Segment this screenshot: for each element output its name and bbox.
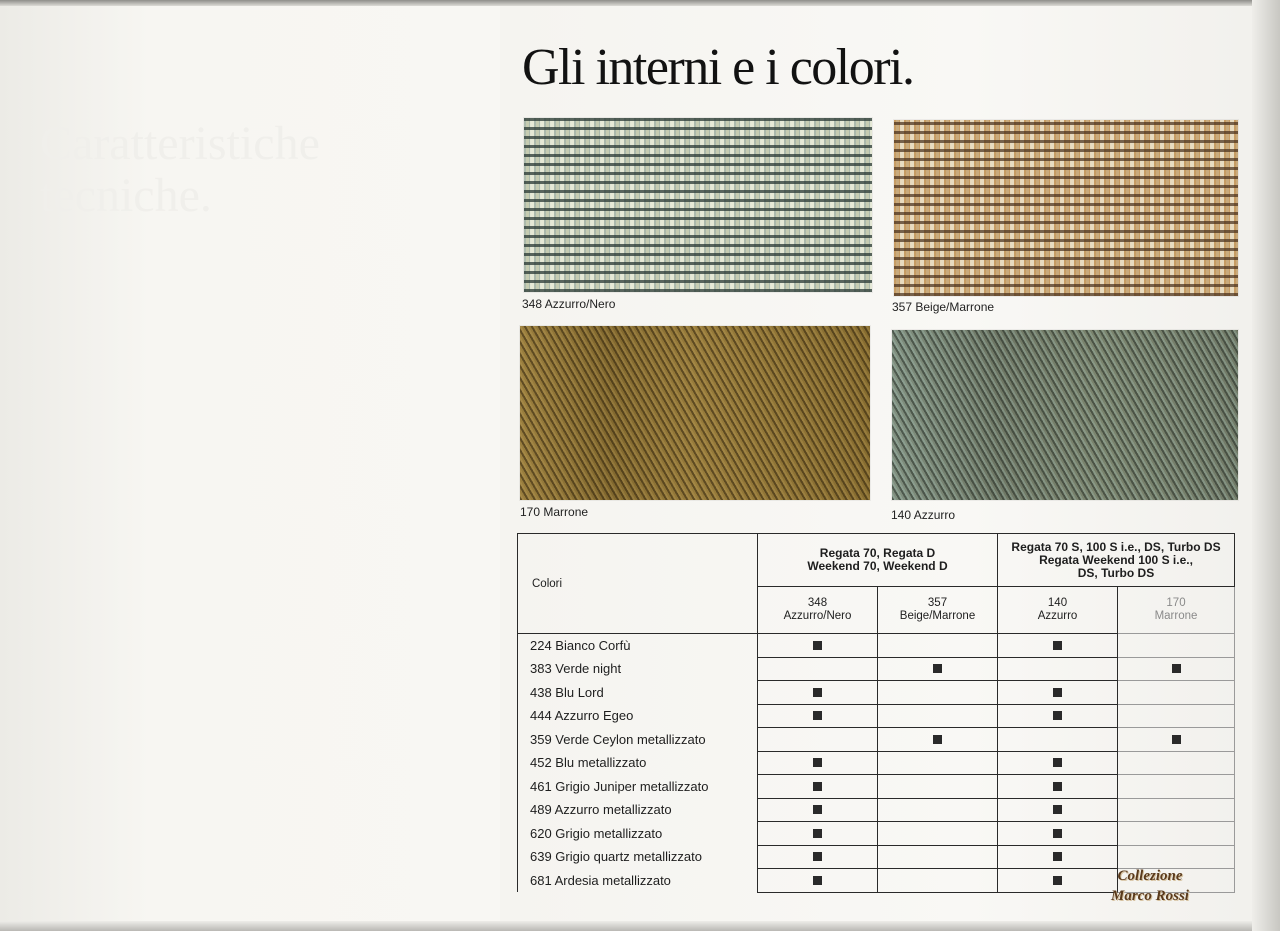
- group-1-line-1: Regata 70, Regata D: [819, 546, 936, 560]
- column-name: Azzurro: [1037, 610, 1078, 622]
- table-row: [518, 657, 1235, 681]
- availability-mark: [933, 664, 942, 673]
- availability-cell-170: [1118, 775, 1235, 799]
- availability-cell-140: [998, 775, 1118, 799]
- availability-cell-140: [998, 657, 1118, 681]
- color-name-cell: 383 Verde night: [518, 657, 758, 681]
- color-name-cell: 639 Grigio quartz metallizzato: [518, 845, 758, 869]
- availability-mark: [813, 829, 822, 838]
- availability-cell-348: [758, 704, 878, 728]
- table-body: [518, 634, 1235, 893]
- table-row: [518, 634, 1235, 658]
- table-row: [518, 681, 1235, 705]
- color-name-cell: 224 Bianco Corfù: [518, 634, 758, 658]
- swatch-caption-348: 348 Azzurro/Nero: [522, 297, 616, 311]
- column-header-348: [758, 587, 878, 634]
- group-2-line-1: Regata 70 S, 100 S i.e., DS, Turbo DS: [1011, 539, 1221, 554]
- availability-cell-357: [878, 704, 998, 728]
- availability-cell-140: [998, 845, 1118, 869]
- availability-cell-357: [878, 681, 998, 705]
- color-name-cell: 461 Grigio Juniper metallizzato: [518, 775, 758, 799]
- table-row: [518, 798, 1235, 822]
- availability-cell-348: [758, 845, 878, 869]
- swatch-caption-357: 357 Beige/Marrone: [892, 300, 995, 314]
- swatch-caption-170: 170 Marrone: [520, 505, 589, 519]
- availability-mark: [933, 735, 942, 744]
- availability-cell-357: [878, 869, 998, 893]
- column-header-170: [1118, 587, 1235, 634]
- column-code: 140: [1047, 597, 1068, 609]
- table-row: [518, 822, 1235, 846]
- availability-cell-140: [998, 681, 1118, 705]
- scan-edge-bottom: [0, 921, 1280, 931]
- availability-mark: [813, 782, 822, 791]
- swatch-caption-140: 140 Azzurro: [891, 508, 956, 522]
- availability-mark: [1053, 876, 1062, 885]
- availability-mark: [1053, 688, 1062, 697]
- scan-edge-top: [0, 0, 1280, 6]
- availability-mark: [1053, 711, 1062, 720]
- column-header-140: [998, 587, 1118, 634]
- availability-mark: [813, 688, 822, 697]
- availability-cell-357: [878, 751, 998, 775]
- show-through-line-1: Caratteristiche: [40, 117, 320, 170]
- column-code: 170: [1166, 597, 1186, 609]
- fabric-swatch-170: [520, 326, 870, 500]
- show-through-heading: [40, 118, 320, 222]
- availability-cell-170: [1118, 751, 1235, 775]
- availability-mark: [813, 852, 822, 861]
- availability-cell-140: [998, 751, 1118, 775]
- fabric-swatch-357: [894, 120, 1238, 296]
- color-name-cell: 438 Blu Lord: [518, 681, 758, 705]
- model-group-header-1: [758, 534, 998, 587]
- column-name: Marrone: [1154, 610, 1198, 622]
- watermark-line-1: Collezione: [1117, 868, 1183, 884]
- table-row: [518, 845, 1235, 869]
- show-through-line-2: tecniche.: [40, 169, 212, 222]
- availability-cell-357: [878, 728, 998, 752]
- availability-cell-140: [998, 634, 1118, 658]
- availability-cell-348: [758, 822, 878, 846]
- availability-cell-348: [758, 798, 878, 822]
- table-row: [518, 728, 1235, 752]
- page-title: Gli interni e i colori.: [522, 39, 914, 96]
- scan-edge-right: [1252, 0, 1280, 931]
- availability-cell-348: [758, 728, 878, 752]
- availability-cell-170: [1118, 634, 1235, 658]
- group-2-line-3: DS, Turbo DS: [1077, 565, 1155, 580]
- availability-cell-170: [1118, 704, 1235, 728]
- availability-cell-170: [1118, 798, 1235, 822]
- availability-cell-348: [758, 634, 878, 658]
- availability-cell-170: [1118, 657, 1235, 681]
- color-name-cell: 359 Verde Ceylon metallizzato: [518, 728, 758, 752]
- table-header-row-groups: [518, 534, 1235, 587]
- column-header-357: [878, 587, 998, 634]
- color-name-cell: 681 Ardesia metallizzato: [518, 869, 758, 893]
- availability-mark: [813, 805, 822, 814]
- fabric-swatch-348: [524, 118, 872, 292]
- availability-mark: [1053, 782, 1062, 791]
- table-row: [518, 704, 1235, 728]
- watermark-line-2: Marco Rossi: [1111, 888, 1189, 904]
- table-row: [518, 775, 1235, 799]
- availability-mark: [813, 876, 822, 885]
- availability-mark: [1053, 829, 1062, 838]
- column-name: Beige/Marrone: [899, 610, 976, 622]
- availability-mark: [1053, 758, 1062, 767]
- color-name-cell: 452 Blu metallizzato: [518, 751, 758, 775]
- column-code: 348: [807, 597, 828, 609]
- availability-cell-357: [878, 798, 998, 822]
- collection-watermark: [1090, 866, 1210, 906]
- availability-cell-170: [1118, 845, 1235, 869]
- color-name-cell: 489 Azzurro metallizzato: [518, 798, 758, 822]
- availability-cell-140: [998, 704, 1118, 728]
- group-2-line-2: Regata Weekend 100 S i.e.,: [1039, 552, 1193, 567]
- availability-mark: [813, 711, 822, 720]
- availability-mark: [1053, 852, 1062, 861]
- column-code: 357: [927, 597, 948, 609]
- model-group-header-2: [998, 534, 1235, 587]
- availability-cell-140: [998, 822, 1118, 846]
- color-compatibility-table: [517, 533, 1235, 893]
- availability-cell-357: [878, 634, 998, 658]
- availability-cell-357: [878, 822, 998, 846]
- fabric-swatch-140: [892, 330, 1238, 500]
- availability-cell-348: [758, 751, 878, 775]
- color-name-cell: 444 Azzurro Egeo: [518, 704, 758, 728]
- availability-cell-357: [878, 657, 998, 681]
- availability-mark: [813, 758, 822, 767]
- availability-mark: [1172, 664, 1181, 673]
- colori-header: Colori: [518, 534, 758, 634]
- group-1-line-2: Weekend 70, Weekend D: [807, 559, 948, 573]
- column-name: Azzurro/Nero: [783, 610, 852, 622]
- availability-mark: [1053, 641, 1062, 650]
- availability-cell-348: [758, 775, 878, 799]
- availability-mark: [1053, 805, 1062, 814]
- availability-cell-357: [878, 845, 998, 869]
- availability-cell-348: [758, 681, 878, 705]
- availability-cell-140: [998, 798, 1118, 822]
- table-row: [518, 751, 1235, 775]
- availability-cell-140: [998, 728, 1118, 752]
- availability-cell-170: [1118, 822, 1235, 846]
- availability-cell-170: [1118, 681, 1235, 705]
- availability-cell-348: [758, 657, 878, 681]
- availability-cell-170: [1118, 728, 1235, 752]
- availability-cell-348: [758, 869, 878, 893]
- availability-cell-357: [878, 775, 998, 799]
- availability-mark: [1172, 735, 1181, 744]
- availability-mark: [813, 641, 822, 650]
- color-name-cell: 620 Grigio metallizzato: [518, 822, 758, 846]
